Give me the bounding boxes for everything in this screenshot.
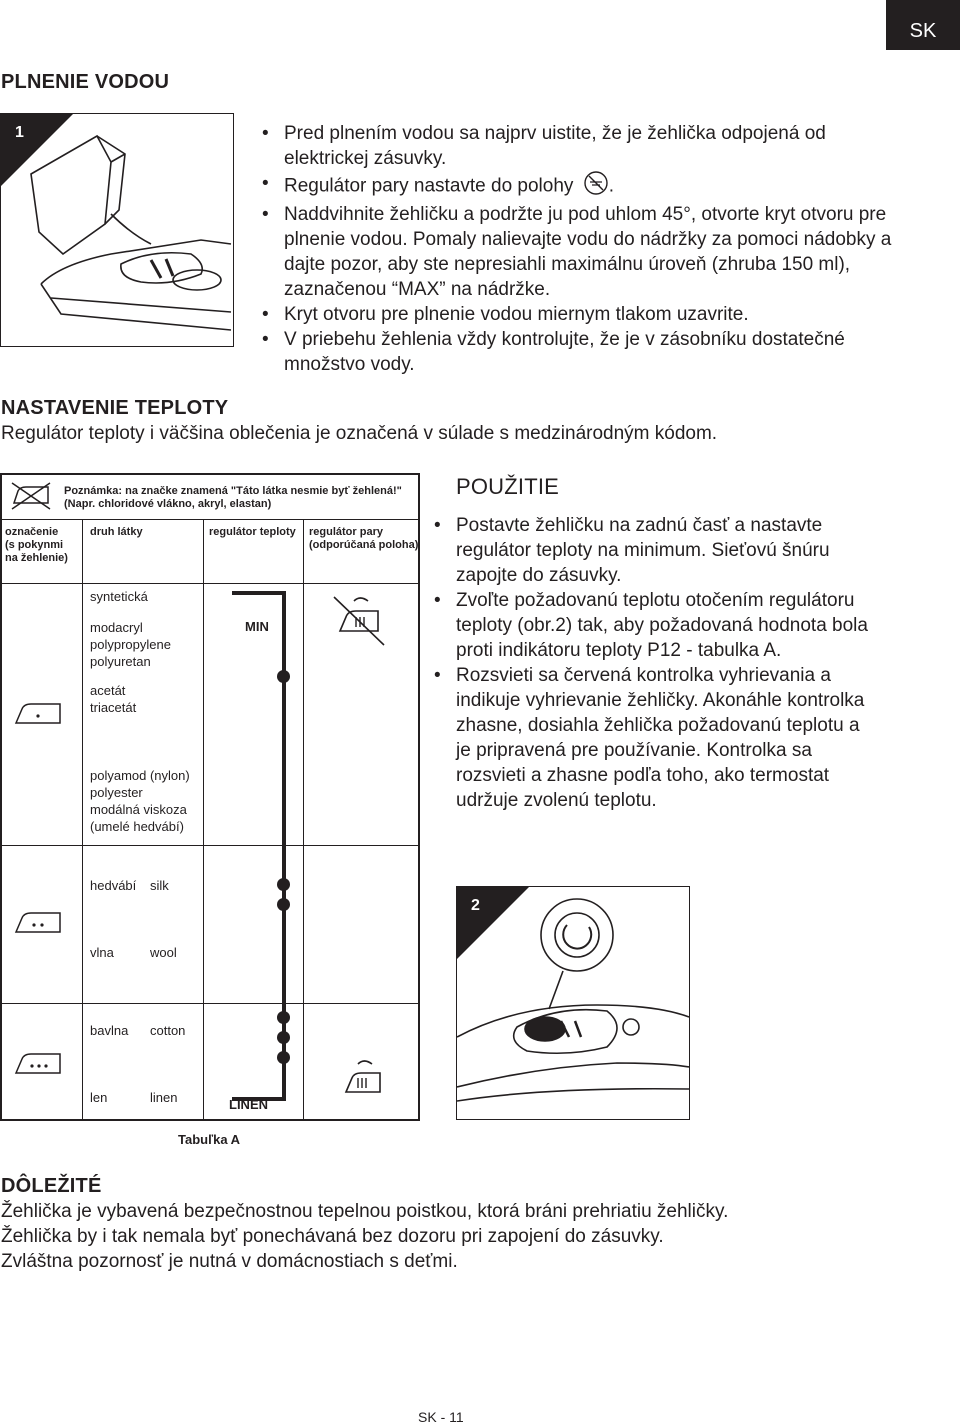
usage-bullet: • Zvoľte požadovanú teplotu otočením regulátoru teploty (obr.2) tak, aby požadovaná hodnota bola proti indikátoru teploty P12 - tabulka A. (430, 588, 870, 663)
figure-1-number: 1 (15, 124, 24, 141)
important-text (1, 1199, 728, 1274)
usage-heading: POUŽITIE (456, 474, 560, 499)
col-fabric-header: druh látky (90, 526, 143, 538)
fabric-silk-en: silk (150, 878, 169, 893)
temp-scale-bar (282, 591, 286, 1101)
usage-bullet: • Postavte žehličku na zadnú časť a nastavte regulátor teploty na minimum. Sieťovú šnúru zapojte do zásuvky. (430, 513, 870, 588)
fabric-synthetic: syntetická (90, 589, 148, 604)
temp-scale-top (232, 591, 286, 595)
fabric-cotton-sk: bavlna (90, 1023, 129, 1038)
iron-one-dot-icon (14, 701, 62, 732)
fabric-wool-en: wool (150, 945, 177, 960)
language-tab-label: SK (909, 20, 937, 42)
table-caption: Tabuľka A (178, 1132, 241, 1147)
col-marking-header: označenie (s pokynmi na žehlenie) (5, 526, 68, 564)
page-footer: SK - 11 (418, 1409, 464, 1425)
important-line: Žehlička je vybavená bezpečnostnou tepelnou poistkou, ktorá bráni prehriatiu žehličky. (1, 1201, 729, 1222)
fabric-linen-en: linen (150, 1090, 178, 1105)
figure-2 (456, 886, 690, 1120)
col-temp-header: regulátor teploty (209, 526, 296, 538)
temp-dot (277, 1031, 290, 1044)
fabric-wool-sk: vlna (90, 945, 114, 960)
no-steam-icon (330, 591, 388, 654)
filling-bullet: • Regulátor pary nastavte do polohy . (258, 171, 898, 202)
iron-two-dots-icon (14, 910, 62, 941)
min-label: MIN (245, 619, 269, 634)
usage-bullet: • Rozsvieti sa červená kontrolka vyhrievania a indikuje vyhrievanie žehličky. Akonáhle kontrolka zhasne, dosiahla žehlička požadovanú teplotu a je pripravená pre používanie. Kontrolka sa rozsvieti a zhasne podľa toho, ako termostat udržuje zvolenú teplotu. (430, 663, 870, 813)
temp-dot (277, 670, 290, 683)
filling-heading: PLNENIE VODOU (1, 71, 170, 93)
fabric-group-1: modacryl polypropylene polyuretan (90, 620, 171, 669)
temp-dot (277, 1051, 290, 1064)
fabric-linen-sk: len (90, 1090, 108, 1105)
temperature-heading: NASTAVENIE TEPLOTY (1, 397, 229, 419)
filling-bullet: • Pred plnením vodou sa najprv uistite, že je žehlička odpojená od elektrickej zásuvky. (258, 121, 898, 171)
figure-2-number: 2 (471, 897, 480, 914)
temp-dot (277, 898, 290, 911)
fabric-table (0, 473, 420, 1121)
table-note-line1: Poznámka: na značke znamená "Táto látka nesmie byť žehlená!" (64, 485, 402, 497)
filling-bullet: • V priebehu žehlenia vždy kontrolujte, že je v zásobníku dostatečné množstvo vody. (258, 327, 898, 377)
fabric-cotton-en: cotton (150, 1023, 186, 1038)
filling-bullet: • Naddvihnite žehličku a podržte ju pod uhlom 45°, otvorte kryt otvoru pre plnenie vodou. Pomaly nalievajte vodu do nádržky za pomoci nádobky a dajte pozor, aby ste nepresiahli maximálnu úroveň (zhruba 150 ml), zaznačenou “MAX” na nádržke. (258, 202, 898, 302)
filling-bullet: • Kryt otvoru pre plnenie vodou miernym tlakom uzavrite. (258, 302, 898, 327)
no-iron-icon (8, 481, 54, 516)
iron-filling-illustration (1, 114, 233, 346)
temp-dot (277, 878, 290, 891)
important-line: Žehlička by i tak nemala byť ponechávaná bez dozoru pri zapojení do zásuvky. (1, 1226, 664, 1247)
steam-icon (338, 1056, 384, 1105)
table-note-line2: (Napr. chloridové vlákno, akryl, elastan) (64, 498, 272, 510)
fabric-group-3: polyamod (nylon) polyester modálná viskoza (umelé hedvábí) (90, 768, 190, 834)
col-steam-header: regulátor pary (odporúčaná poloha) (309, 526, 419, 551)
no-steam-icon (583, 171, 609, 202)
important-heading: DÔLEŽITÉ (1, 1175, 102, 1197)
temperature-intro: Regulátor teploty i väčšina oblečenia je označená v súlade s medzinárodným kódom. (1, 423, 718, 444)
language-tab (886, 0, 960, 50)
fabric-group-2: acetát triacetát (90, 683, 137, 715)
fabric-silk-sk: hedvábí (90, 878, 137, 893)
usage-bullets (430, 513, 870, 813)
important-line: Zvláštna pozornosť je nutná v domácnostiach s deťmi. (1, 1251, 458, 1272)
figure-1 (0, 113, 234, 347)
temperature-dial-illustration (457, 887, 689, 1119)
iron-three-dots-icon (14, 1051, 62, 1082)
linen-label: LINEN (229, 1097, 268, 1112)
temp-dot (277, 1011, 290, 1024)
filling-bullets (258, 121, 898, 377)
